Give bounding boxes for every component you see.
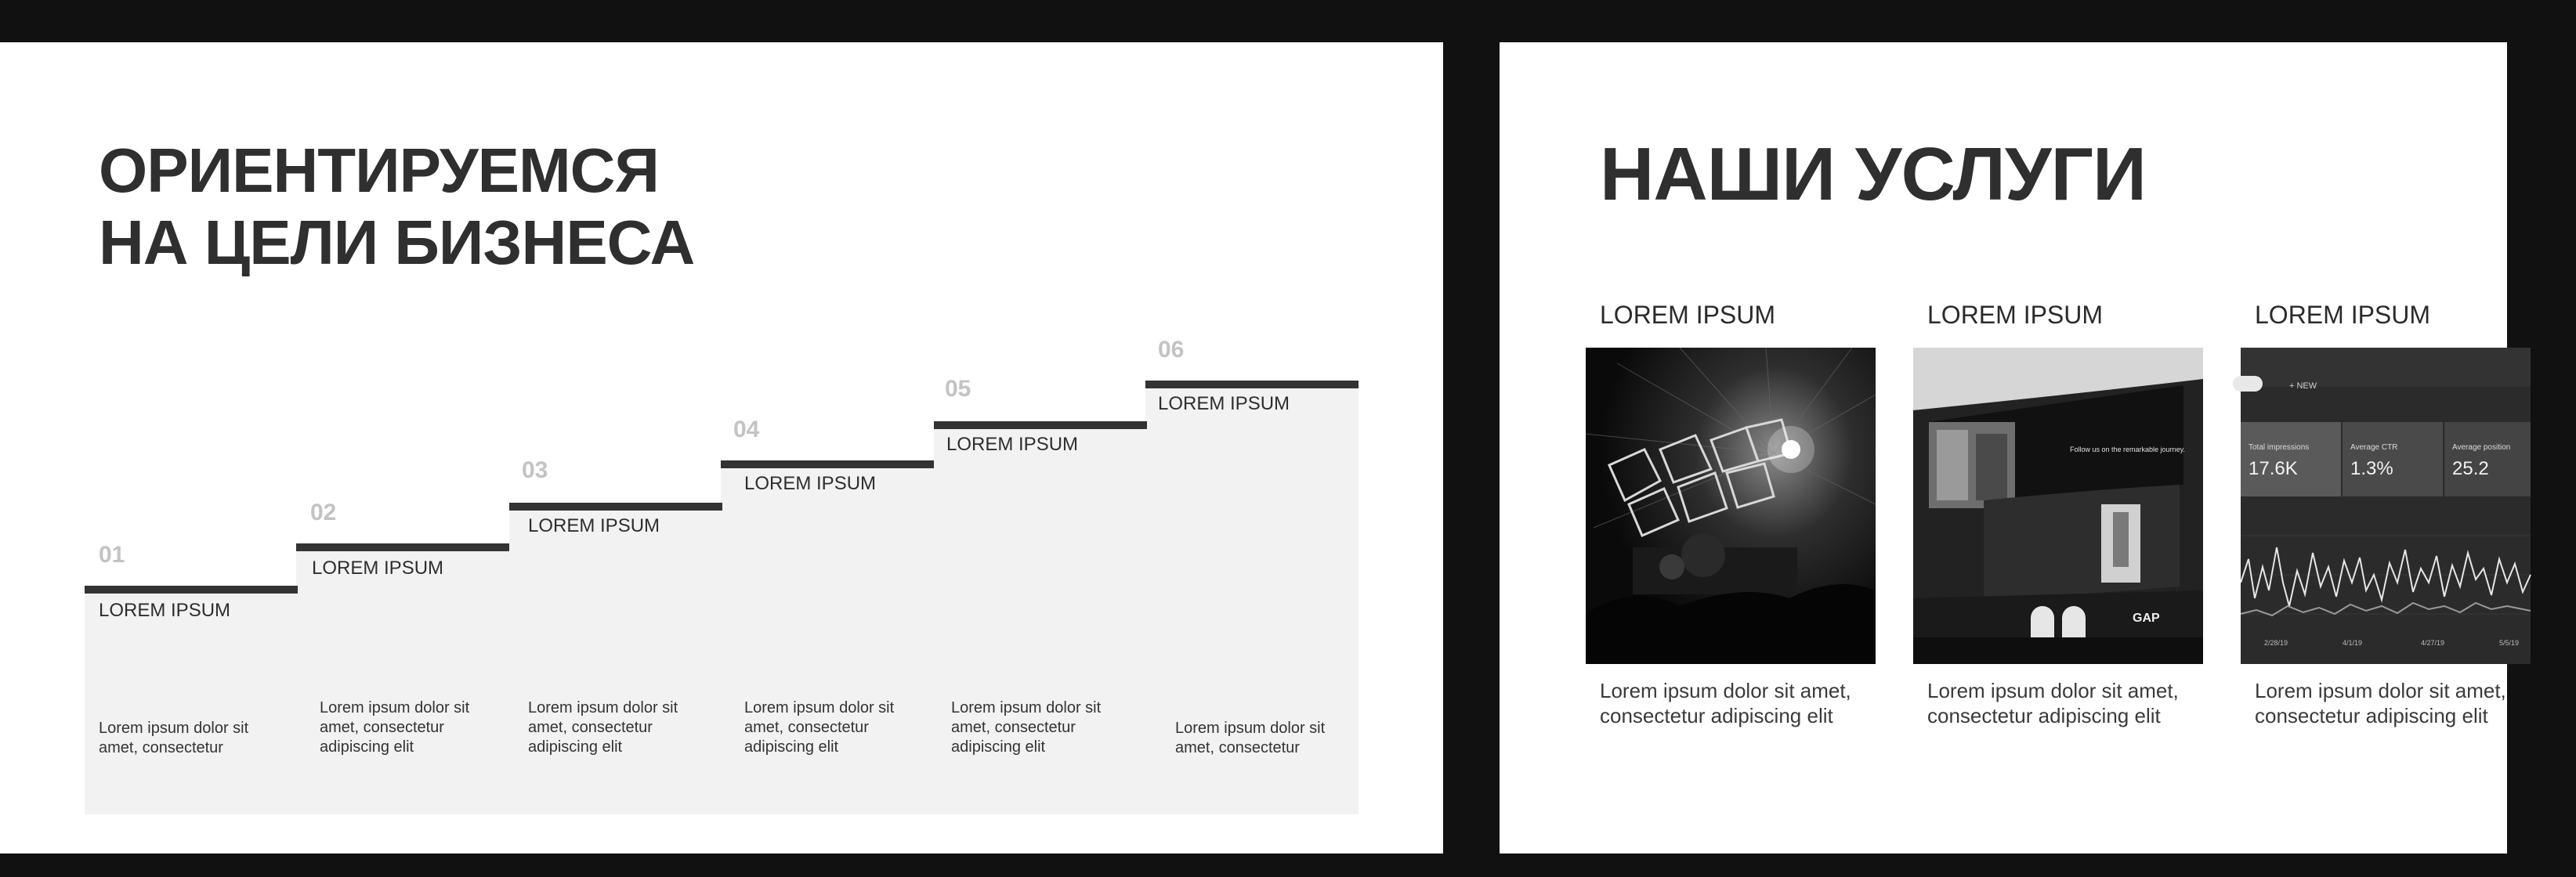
dashboard-new-button: + NEW bbox=[2289, 381, 2317, 391]
step-bar bbox=[1145, 381, 1359, 388]
concert-stage-photo bbox=[1586, 348, 1876, 664]
service-title: LOREM IPSUM bbox=[1600, 301, 1776, 329]
metric-value: 25.2 bbox=[2452, 458, 2489, 479]
service-description: Lorem ipsum dolor sit amet, consectetur adipiscing elit bbox=[2255, 679, 2506, 727]
step-description: Lorem ipsum dolor sit amet, consectetur bbox=[99, 720, 249, 756]
step-label: LOREM IPSUM bbox=[744, 473, 877, 494]
date-label: 2/28/19 bbox=[2264, 639, 2288, 647]
step-background bbox=[509, 506, 721, 814]
service-title: LOREM IPSUM bbox=[2255, 301, 2431, 329]
step-background bbox=[721, 465, 934, 814]
step-number: 02 bbox=[310, 500, 337, 525]
step-number: 03 bbox=[522, 457, 548, 483]
step-bar bbox=[934, 421, 1147, 429]
slide-title: НАШИ УСЛУГИ bbox=[1600, 132, 2146, 216]
step-description: Lorem ipsum dolor sit amet, consectetur adipiscing elit bbox=[744, 699, 895, 756]
metric-label: Average position bbox=[2452, 443, 2511, 452]
step-description: Lorem ipsum dolor sit amet, consectetur adipiscing elit bbox=[951, 699, 1102, 756]
billboard-text: Follow us on the remarkable journey. bbox=[2070, 446, 2185, 453]
slide-our-services bbox=[1500, 42, 2520, 854]
service-title: LOREM IPSUM bbox=[1927, 301, 2104, 329]
step-number: 05 bbox=[945, 376, 971, 402]
metric-label: Total impressions bbox=[2249, 443, 2310, 452]
step-number: 04 bbox=[733, 417, 760, 442]
shop-sign: GAP bbox=[2133, 612, 2160, 625]
service-description: Lorem ipsum dolor sit amet, consectetur adipiscing elit bbox=[1927, 679, 2179, 727]
metric-value: 1.3% bbox=[2350, 458, 2393, 479]
title-line-1: ОРИЕНТИРУЕМСЯ bbox=[99, 135, 659, 205]
step-bar bbox=[296, 543, 509, 551]
step-background bbox=[296, 548, 509, 814]
date-label: 4/27/19 bbox=[2421, 639, 2445, 647]
step-description: Lorem ipsum dolor sit amet, consectetur bbox=[1175, 720, 1326, 756]
step-label: LOREM IPSUM bbox=[946, 434, 1079, 455]
step-label: LOREM IPSUM bbox=[312, 558, 444, 579]
step-bar bbox=[85, 586, 298, 594]
step-bar bbox=[721, 460, 934, 468]
step-label: LOREM IPSUM bbox=[99, 600, 231, 621]
step-number: 01 bbox=[99, 542, 125, 568]
step-bar bbox=[509, 503, 722, 511]
step-label: LOREM IPSUM bbox=[528, 515, 660, 536]
step-background bbox=[85, 590, 296, 814]
metric-label: Average CTR bbox=[2350, 443, 2398, 452]
date-label: 4/1/19 bbox=[2343, 639, 2363, 647]
service-description: Lorem ipsum dolor sit amet, consectetur adipiscing elit bbox=[1600, 679, 1851, 727]
step-description: Lorem ipsum dolor sit amet, consectetur adipiscing elit bbox=[528, 699, 678, 756]
date-label: 5/5/19 bbox=[2499, 639, 2520, 647]
step-description: Lorem ipsum dolor sit amet, consectetur adipiscing elit bbox=[320, 699, 470, 756]
slide-title bbox=[99, 135, 694, 279]
analytics-dashboard-screenshot bbox=[2241, 348, 2531, 664]
city-billboards-photo bbox=[1913, 348, 2203, 664]
step-number: 06 bbox=[1158, 337, 1185, 363]
title-line-2: НА ЦЕЛИ БИЗНЕСА bbox=[99, 208, 695, 277]
step-label: LOREM IPSUM bbox=[1158, 393, 1290, 414]
metric-value: 17.6K bbox=[2249, 458, 2298, 479]
slide-business-goals bbox=[0, 42, 1443, 854]
